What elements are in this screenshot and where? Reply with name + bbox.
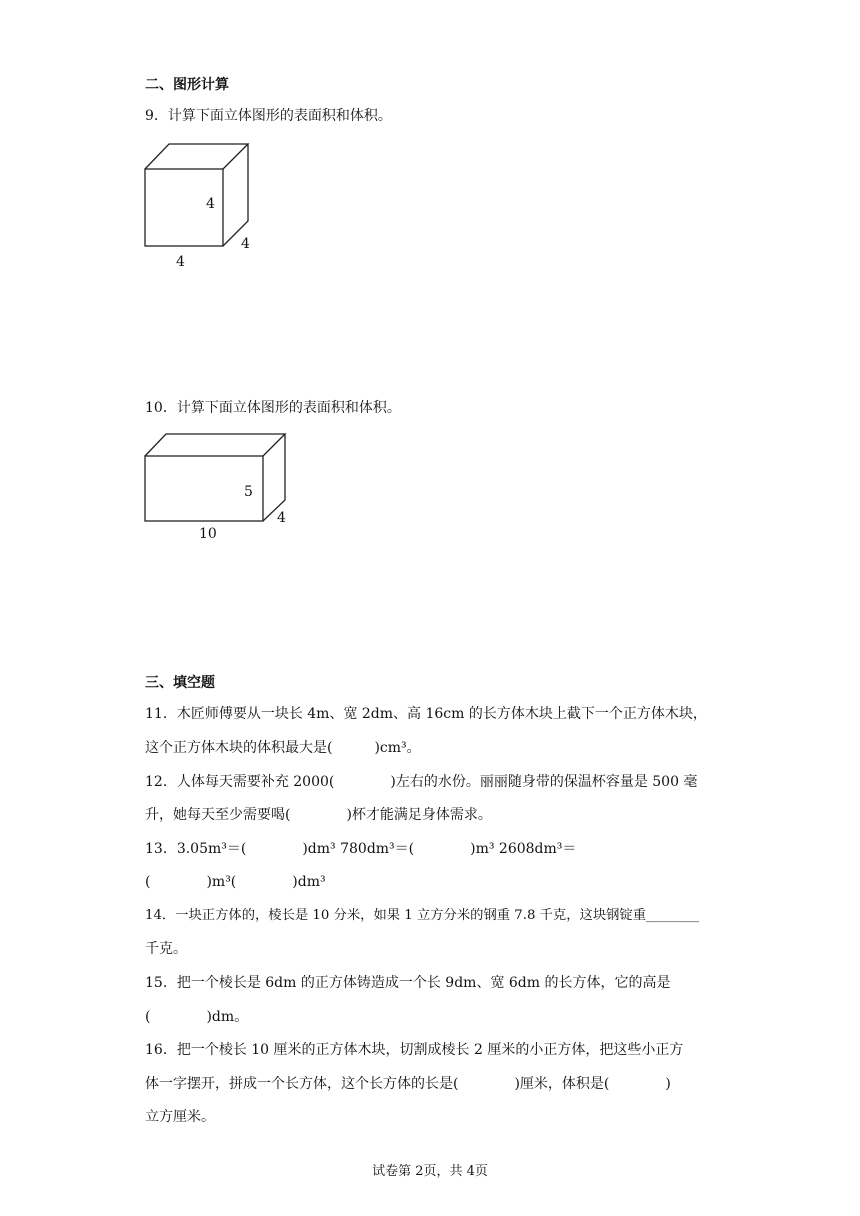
question-15-line2: ( )dm。 [145, 1009, 249, 1025]
question-13-line1: 13．3.05m³＝( )dm³ 780dm³＝( )m³ 2608dm³＝ [145, 841, 577, 857]
question-16-line3: 立方厘米。 [145, 1109, 215, 1125]
page-footer: 试卷第 2页，共 4页 [372, 1164, 488, 1179]
question-14-line2: 千克。 [145, 941, 187, 957]
cube-depth-label: 4 [241, 236, 250, 252]
cube-height-label: 4 [206, 196, 215, 212]
question-16-line1: 16．把一个棱长 10 厘米的正方体木块，切割成棱长 2 厘米的小正方体，把这些小正方 [145, 1042, 684, 1058]
question-11-line2: 这个正方体木块的体积最大是( )cm³。 [145, 740, 421, 756]
cube-width-label: 4 [176, 254, 185, 270]
question-14-line1: 14．一块正方体的，棱长是 10 分米，如果 1 立方分米的钢重 7.8 千克，这块钢锭重________ [145, 908, 700, 923]
cube-figure [138, 138, 258, 273]
question-10-text: 10．计算下面立体图形的表面积和体积。 [145, 400, 401, 416]
cuboid-length-label: 10 [199, 526, 217, 542]
cuboid-figure [138, 428, 298, 546]
question-11-line1: 11．木匠师傅要从一块长 4m、宽 2dm、高 16cm 的长方体木块上截下一个正方体木块， [145, 706, 707, 722]
cuboid-depth-label: 4 [277, 510, 286, 526]
cuboid-height-label: 5 [244, 484, 253, 500]
question-13-line2: ( )m³( )dm³ [145, 874, 326, 890]
question-12-line1: 12．人体每天需要补充 2000( )左右的水份。丽丽随身带的保温杯容量是 500 毫 [145, 774, 698, 790]
question-12-line2: 升，她每天至少需要喝( )杯才能满足身体需求。 [145, 807, 492, 823]
section-title-2: 二、图形计算 [145, 77, 229, 93]
question-16-line2: 体一字摆开，拼成一个长方体，这个长方体的长是( )厘米，体积是( ) [145, 1076, 671, 1092]
question-9-text: 9．计算下面立体图形的表面积和体积。 [145, 108, 392, 124]
section-title-3: 三、填空题 [145, 675, 215, 691]
question-15-line1: 15．把一个棱长是 6dm 的正方体铸造成一个长 9dm、宽 6dm 的长方体，它的高是 [145, 975, 671, 991]
